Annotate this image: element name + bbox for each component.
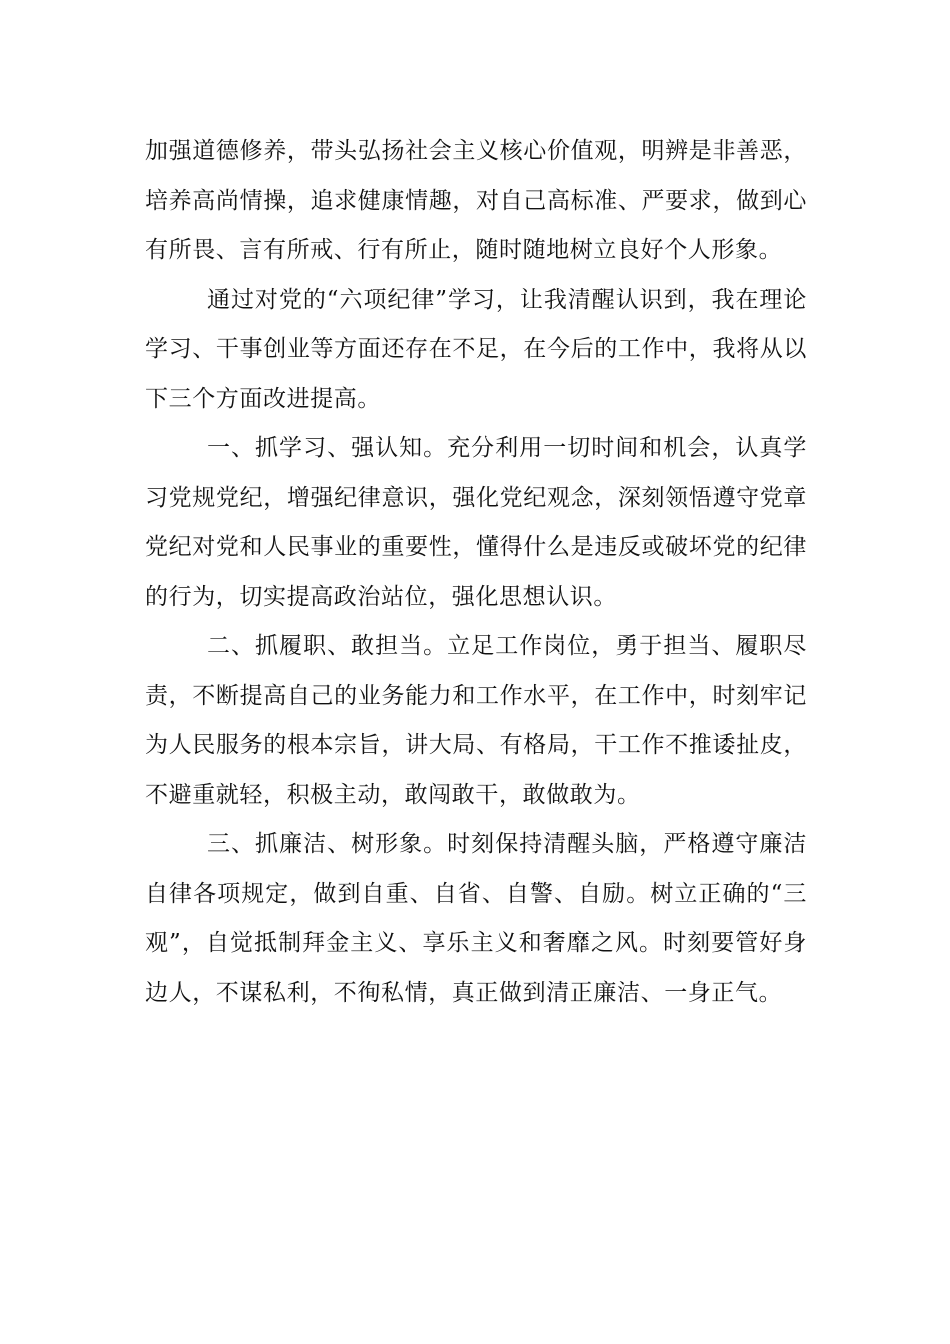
paragraph-point-one: 一、抓学习、强认知。充分利用一切时间和机会，认真学习党规党纪，增强纪律意识，强化党纪观念，深刻领悟遵守党章党纪对党和人民事业的重要性，懂得什么是违反或破坏党的纪律的行为，切实提高政治站位，强化思想认识。 [145,435,807,610]
paragraph-intro: 通过对党的“六项纪律”学习，让我清醒认识到，我在理论学习、干事创业等方面还存在不足，在今后的工作中，我将从以下三个方面改进提高。 [145,286,807,412]
paragraph-continuation: 加强道德修养，带头弘扬社会主义核心价值观，明辨是非善恶，培养高尚情操，追求健康情趣，对自己高标准、严要求，做到心有所畏、言有所戒、行有所止，随时随地树立良好个人形象。 [145,138,807,263]
document-body [145,127,807,1018]
paragraph-point-three: 三、抓廉洁、树形象。时刻保持清醒头脑，严格遵守廉洁自律各项规定，做到自重、自省、自警、自励。树立正确的“三观”，自觉抵制拜金主义、享乐主义和奢靡之风。时刻要管好身边人，不谋私利，不徇私情，真正做到清正廉洁、一身正气。 [145,831,807,1006]
paragraph-point-two: 二、抓履职、敢担当。立足工作岗位，勇于担当、履职尽责，不断提高自己的业务能力和工作水平，在工作中，时刻牢记为人民服务的根本宗旨，讲大局、有格局，干工作不推诿扯皮，不避重就轻，积极主动，敢闯敢干，敢做敢为。 [145,633,807,808]
